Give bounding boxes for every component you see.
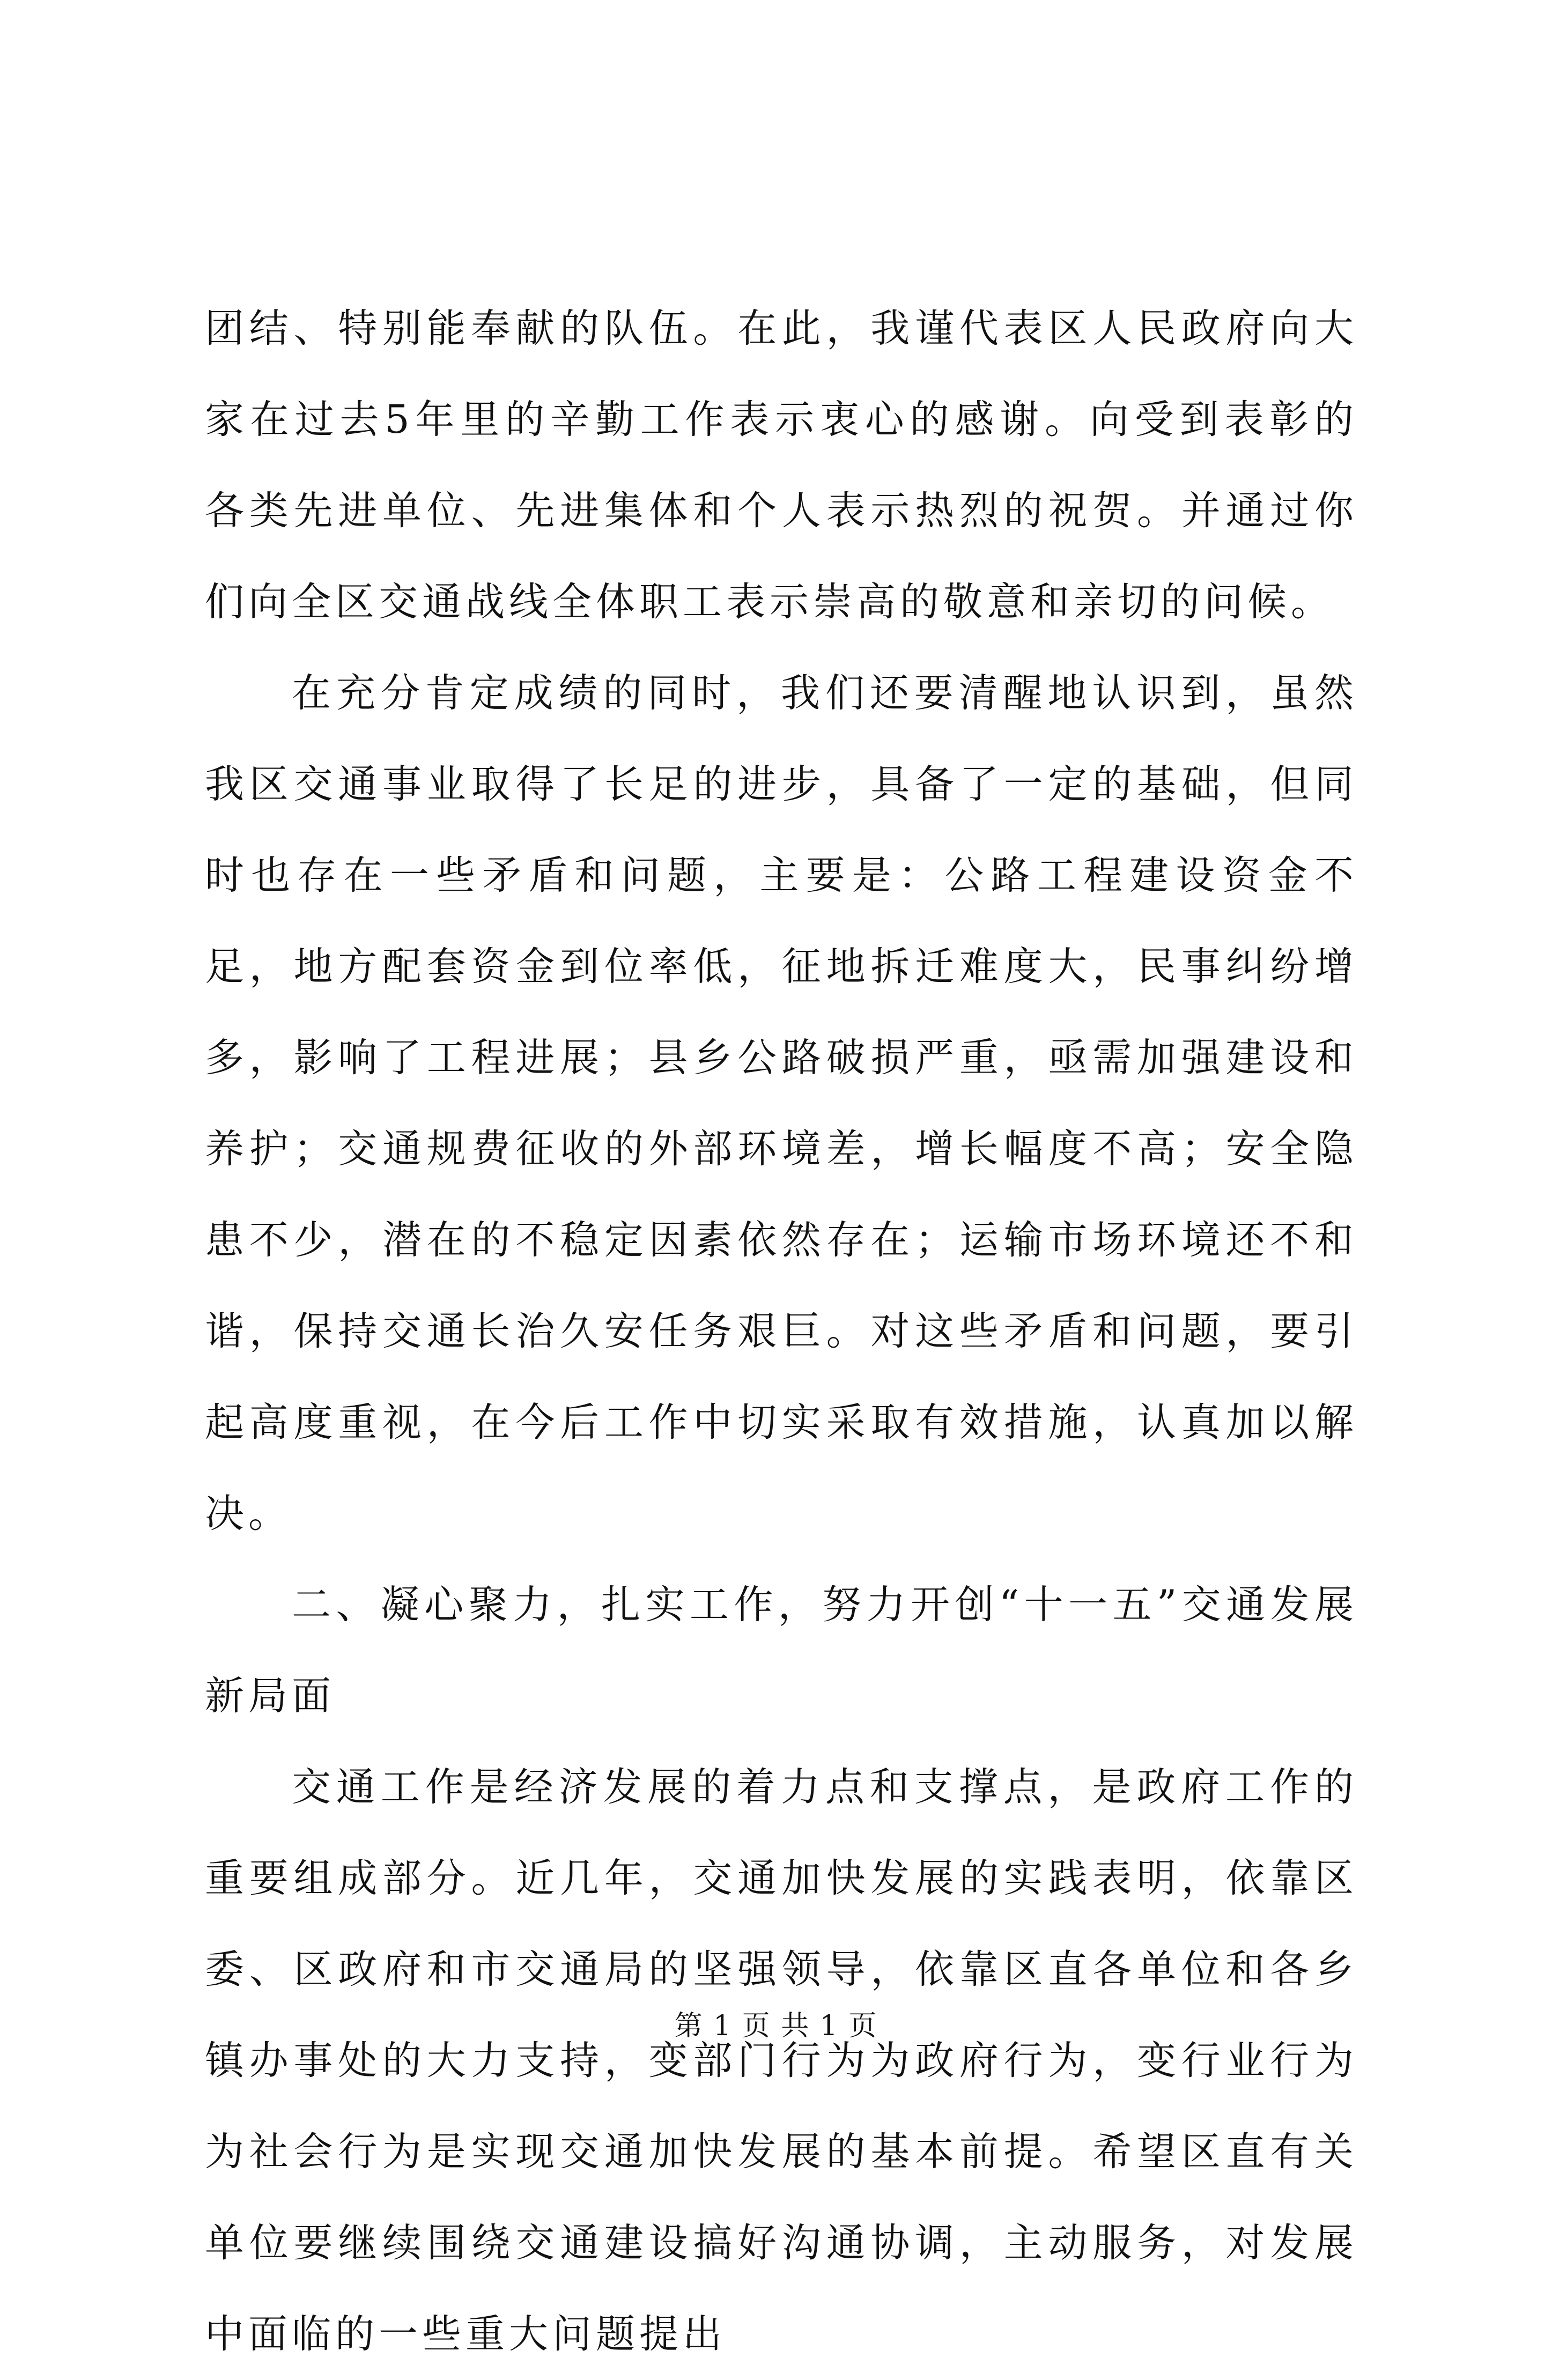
paragraph-3: 交通工作是经济发展的着力点和支撑点，是政府工作的重要组成部分。近几年，交通加快发展的实践表明，依靠区委、区政府和市交通局的坚强领导，依靠区直各单位和各乡镇办事处的大力支持，变部门行为为政府行为，变行业行为为社会行为是实现交通加快发展的基本前提。希望区直有关单位要继续围绕交通建设搞好沟通协调，主动服务，对发展中面临的一些重大问题提出: [205, 1764, 1358, 2357]
paragraph-1: 团结、特别能奉献的队伍。在此，我谨代表区人民政府向大家在过去5年里的辛勤工作表示衷心的感谢。向受到表彰的各类先进单位、先进集体和个人表示热烈的祝贺。并通过你们向全区交通战线全体职工表示崇高的敬意和亲切的问候。: [205, 306, 1358, 625]
page-footer: 第 1 页 共 1 页: [674, 2010, 878, 2042]
section-heading: 二、凝心聚力，扎实工作，努力开创“十一五”交通发展新局面: [205, 1582, 1358, 1719]
document-body: [205, 283, 1358, 2380]
paragraph-2: 在充分肯定成绩的同时，我们还要清醒地认识到，虽然我区交通事业取得了长足的进步，具备了一定的基础，但同时也存在一些矛盾和问题，主要是：公路工程建设资金不足，地方配套资金到位率低，征地拆迁难度大，民事纠纷增多，影响了工程进展；县乡公路破损严重，亟需加强建设和养护；交通规费征收的外部环境差，增长幅度不高；安全隐患不少，潜在的不稳定因素依然存在；运输市场环境还不和谐，保持交通长治久安任务艰巨。对这些矛盾和问题，要引起高度重视，在今后工作中切实采取有效措施，认真加以解决。: [205, 670, 1358, 1536]
